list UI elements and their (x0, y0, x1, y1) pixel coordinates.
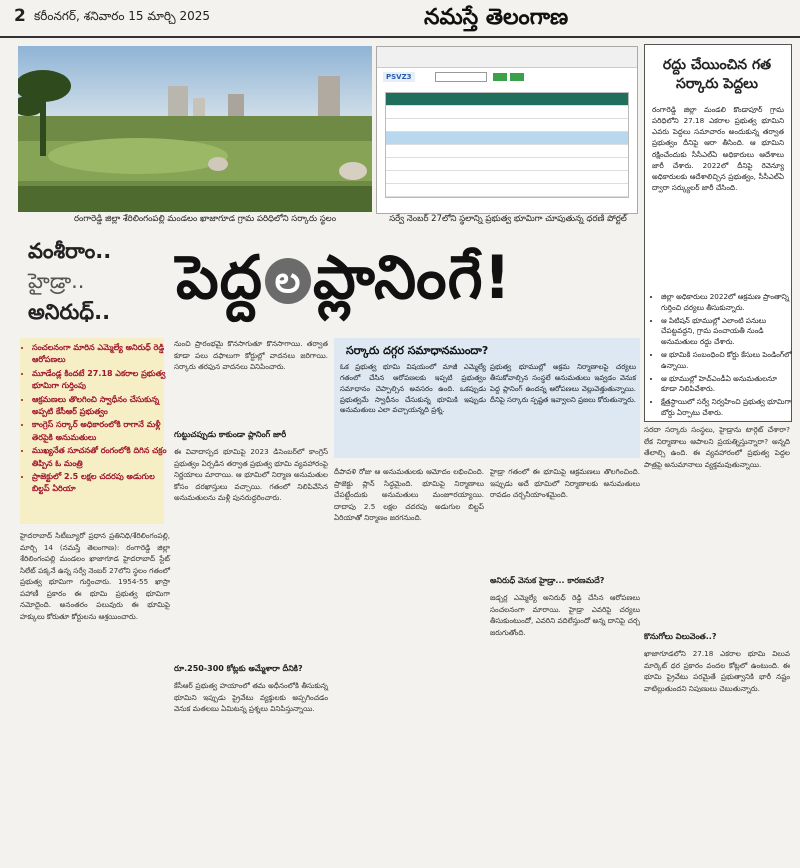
headline-logo-glyph: ల (265, 258, 311, 304)
sidebar-body: రంగారెడ్డి జిల్లా మండలి కొండాపూర్ గ్రామ పరిధిలోని 27.18 ఎకరాల ప్రభుత్వ భూమిని ఎవరు పెద్దలు సమాచారం అందుకున్న తర్వాత ప్రభుత్వం దీనిపై ఆరా తీసింది. ఆ భూమిని రక్షించేందుకు సీసీఎల్ఏ అధికారులు ఆదేశాలు జారీ చేశారు. 2022లో దీనిపై రెవెన్యూ అధికారులకు ఆదేశాలిచ్చిన ప్రభుత్వం, సీసీఎల్ఏ ద్వారా సర్క్యులర్ జారీ చేసింది. (652, 105, 784, 193)
question-box-text: ప్రభుత్వ భూముల్లో అక్రమ నిర్మాణాలపై చర్యలు తీసుకోవాల్సిన సంస్థలే అనుమతులు ఇవ్వడం వెనుక పెద్ద ప్లానింగ్ ఉందన్న ఆరోపణలు వెల్లువెత్తుతున్నాయి. దీనిపై సర్కారు స్పష్టత ఇవ్వాలని ప్రజలు కోరుతున్నారు. (490, 363, 636, 404)
headline (176, 232, 636, 324)
sidebar-bullet: • క్షేత్రస్థాయిలో సర్వే నిర్వహించి ప్రభుత్వ భూమిగా బోర్డు ఏర్పాటు చేశారు. (661, 397, 793, 419)
subheading: రూ.250-300 కోట్లకు అమ్మేశారా దీనికి? (174, 664, 303, 673)
article-column-4b: జడ్చర్ల ఎమ్మెల్యే అనిరుధ్ రెడ్డి చేసిన ఆరోపణలు సంచలనంగా మారాయి. హైడ్రా ఎవరిపై చర్యలు తీసుకుంటుందో, ఎవరిని వదిలేస్తుందో అన్న దానిపై చర్చ జరుగుతోంది. (490, 593, 640, 637)
place-date: కరీంనగర్, శనివారం 15 మార్చి 2025 (34, 9, 210, 23)
sidebar-bullet: • ఆ భూముల్లో హెచ్ఎండీఏ అనుమతులనూ కూడా నిలిపివేశారు. (661, 374, 793, 396)
sidebar-bullets (652, 292, 793, 421)
highlights-list (24, 342, 172, 497)
kicker-line: హైడ్రా.. (28, 269, 85, 294)
photo-caption-left: రంగారెడ్డి జిల్లా శేరిలింగంపల్లి మండలం ఖాజాగూడ గ్రామ పరిధిలోని సర్కారు స్థలం (73, 214, 337, 224)
portal-label: PSVZ3 (383, 72, 415, 82)
highlight-item: • సంచలనంగా మారిన ఎమ్మెల్యే అనిరుధ్ రెడ్డి ఆరోపణలు (32, 342, 172, 367)
highlight-item: • ముఖ్యనేత సూచనతో రంగంలోకి దిగిన చక్రం తిప్పిన ఓ మంత్రి (32, 445, 172, 470)
subheading: అనిరుధ్ వెనుక హైడ్రా... కారణమదే? (490, 576, 605, 585)
kicker-line: వంశీరాం.. (28, 239, 112, 263)
sidebar-bullet: • ఆ పిటిషన్ భూముల్లో ఎలాంటి పనులు చేపట్టవద్దని, గ్రామ పంచాయతీ నుండి అనుమతులు రద్దు చేశారు. (661, 316, 793, 348)
article-column-3: దీపావళి రోజు ఆ అనుమతులకు ఆమోదం లభించింది. ప్రాజెక్టు ప్లాన్ సిద్ధమైంది. భూమిపై నిర్మాణాలు చేపట్టేందుకు అనుమతులు మంజూరయ్యాయి. దాదాపు 2.5 లక్షల చదరపు అడుగుల బిల్టప్ ఏరియాతో నిర్మాణం జరగనుంది. (334, 467, 484, 523)
highlight-item: • కాంగ్రెస్ సర్కార్ అధికారంలోకి రాగానే మళ్లీ తెరపైకి అనుమతులు (32, 419, 172, 444)
page-number: 2 (14, 6, 26, 26)
article-column-1: హైదరాబాద్ సిటీబ్యూరో ప్రధాన ప్రతినిధి/శేరిలింగంపల్లి, మార్చి 14 (నమస్తే తెలంగాణ): రంగారెడ్డి జిల్లా శేరిలింగంపల్లి మండలం ఖాజాగూడ హైదరాబాద్ స్టేట్ సిలేట్ పక్కనే ఉన్న సర్వే నెంబర్ 27లోని స్థలం గతంలో ప్రభుత్వ భూమిగా గుర్తించారు. 1954-55 ఖాస్రా పహాణీ ప్రకారం ఈ భూమి ప్రభుత్వ భూమిగా నమోదైంది. అనంతరం పలువురు ఈ భూమిపై హక్కులు కోరుతూ కోర్టులను ఆశ్రయించారు. (20, 531, 170, 621)
article-column-2: నుంచి ప్రారంభమై కొనసాగుతూ కొనసాగాయి. తర్వాత కూడా పలు దఫాలుగా కోర్టుల్లో వాదనలు జరిగాయి. సర్కారు తరఫున వాదనలు వినిపించారు. (174, 339, 328, 372)
article-column-5: సరదా సర్కారు సంస్థలు, హైడ్రాను టార్గెట్ చేశారా? లేక నిర్మాణాలు ఆపాలని ప్రయత్నిస్తున్నారా? అన్నది తేలాల్సి ఉంది. ఈ వ్యవహారంలో ప్రభుత్వ పెద్దల పాత్రపై అనుమానాలు వ్యక్తమవుతున్నాయి. (644, 425, 790, 469)
kicker-line: అనిరుధ్.. (28, 299, 111, 324)
portal-screenshot (376, 46, 638, 214)
question-box-text: ఓక ప్రభుత్వ భూమి విషయంలో మాజీ ఎమ్మెల్యే గతంలో చేసిన ఆరోపణలకు ఇప్పటి ప్రభుత్వం సమాధానం చెప్పాల్సిన అవసరం ఉంది. ఒకప్పుడు ప్రభుత్వమే స్వాధీనం చేసుకున్న భూమికి ఇప్పుడు అనుమతులు ఎలా వచ్చాయన్నది ప్రశ్న. (340, 363, 486, 415)
headline-part: పెద్ద (176, 243, 264, 313)
land-photo (18, 46, 372, 212)
kicker (28, 236, 178, 327)
article-column-2b: ఈ వివాదాస్పద భూమిపై 2023 డిసెంబర్‌లో కాంగ్రెస్ ప్రభుత్వం ఏర్పడిన తర్వాత ప్రభుత్వ భూమి వ్యవహారంపై నిర్ణయాలు మారాయి. ఆ భూమిలో నిర్మాణ అనుమతుల కోసం దరఖాస్తులు వచ్చాయి. గతంలో నిలిపివేసిన అనుమతులను మళ్లీ పునరుద్ధరించారు. (174, 447, 328, 503)
headline-part: ప్లానింగే! (313, 243, 512, 313)
masthead: నమస్తే తెలంగాణ (424, 4, 569, 30)
subheading: గుట్టుచప్పుడు కాకుండా ప్లానింగ్ జారీ (174, 430, 287, 439)
sidebar-title: రద్దు చేయించిన గత సర్కారు పెద్దలు (662, 57, 772, 92)
article-column-4: హైడ్రా గతంలో ఈ భూమిపై ఆక్రమణలు తొలగించింది. ఇప్పుడు అదే భూమిలో నిర్మాణాలకు అనుమతులు రావడం చర్చనీయాంశమైంది. (490, 467, 640, 500)
sidebar-bullet: • జిల్లా అధికారులు 2022లో ఆక్రమణ ప్రాంతాన్ని గుర్తించి చర్యలు తీసుకున్నారు. (661, 292, 793, 314)
question-box-title: సర్కారు దగ్గర సమాధానముందా? (346, 344, 489, 357)
highlight-item: • ఆక్రమణలు తొలగించి స్వాధీనం చేసుకున్న అప్పటి కేసీఆర్ ప్రభుత్వం (32, 394, 172, 419)
highlight-item: • ప్రాజెక్టులో 2.5 లక్షల చదరపు అడుగుల బిల్టప్ ఏరియా (32, 471, 172, 496)
article-column-5b: ఖాజాగూడలోని 27.18 ఎకరాల భూమి విలువ మార్కెట్ ధర ప్రకారం వందల కోట్లలో ఉంటుంది. ఈ భూమి ప్రైవేటు పరమైతే ప్రభుత్వానికి భారీ నష్టం వాటిల్లుతుందని నిపుణులు చెబుతున్నారు. (644, 649, 790, 693)
highlight-item: • మూడేండ్ల కిందటే 27.18 ఎకరాల ప్రభుత్వ భూమిగా గుర్తింపు (32, 368, 172, 393)
subheading: కొనుగోలు విలువెంత..? (644, 632, 717, 641)
photo-caption-right: సర్వే నెంబర్ 27లోని స్థలాన్ని ప్రభుత్వ భూమిగా చూపుతున్న ధరణి పోర్టల్ (389, 214, 627, 224)
article-column-2c: కేసీఆర్ ప్రభుత్వ హయాంలో తమ అధీనంలోకి తీసుకున్న భూమిని ఇప్పుడు ప్రైవేటు వ్యక్తులకు అప్పగించడం వెనుక మతలబు ఏమిటన్న ప్రశ్నలు వినిపిస్తున్నాయి. (174, 681, 328, 714)
sidebar-bullet: • ఆ భూమికి సంబంధించి కోర్టు కేసులు పెండింగ్‌లో ఉన్నాయి. (661, 350, 793, 372)
